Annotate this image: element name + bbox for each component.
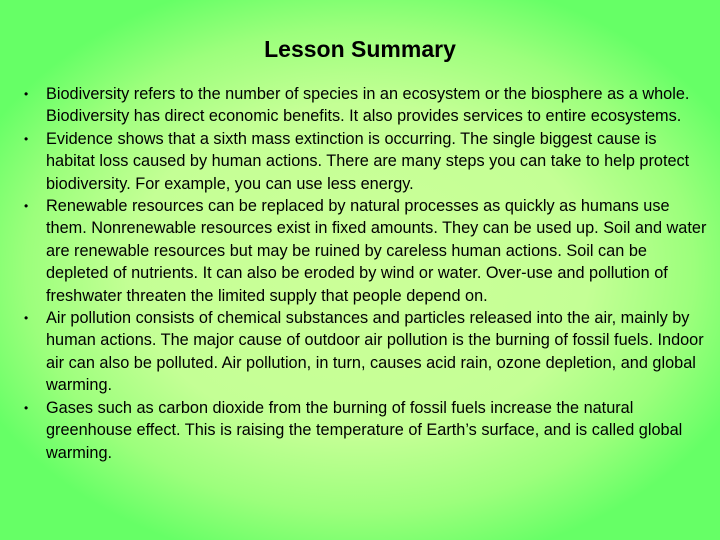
bullet-item-air-pollution [24,307,708,397]
bullet-dot-icon: • [24,87,29,101]
slide-title: Lesson Summary [264,36,456,62]
bullet-text: Biodiversity refers to the number of species in an ecosystem or the biosphere as a whole. Biodiversity has direct economic benefits. It also provides services to entire ecosystems. [46,85,690,126]
bullet-text: Evidence shows that a sixth mass extinction is occurring. The single biggest cause is habitat loss caused by human actions. There are many steps you can take to help protect biodiversity. For example, you can use less energy. [46,129,690,193]
bullet-item-biodiversity [24,83,708,128]
bullet-item-global-warming [24,397,708,464]
bullet-item-resources [24,195,708,307]
bullet-text: Renewable resources can be replaced by natural processes as quickly as humans use them. Nonrenewable resources exist in fixed amounts. They can be used up. Soil and water are renewable resources but may be ruined by careless human actions. Soil can be depleted of nutrients. It can also be eroded by wind or water. Over-use and pollution of freshwater threaten the limited supply that people depend on. [46,197,707,305]
bullet-dot-icon: • [24,311,29,326]
bullet-item-mass-extinction [24,128,708,195]
bullet-text: Gases such as carbon dioxide from the burning of fossil fuels increase the natural greenhouse effect. This is raising the temperature of Earth’s surface, and is called global warming. [46,398,683,462]
bullet-dot-icon: • [24,131,29,146]
bullet-text: Air pollution consists of chemical substances and particles released into the air, mainly by human actions. The major cause of outdoor air pollution is the burning of fossil fuels. Indoor air can also be polluted. Air pollution, in turn, causes acid rain, ozone depletion, and global warming. [46,309,704,395]
bullet-dot-icon: • [24,400,29,415]
bullet-dot-icon: • [24,199,29,214]
bullet-list [24,83,708,464]
